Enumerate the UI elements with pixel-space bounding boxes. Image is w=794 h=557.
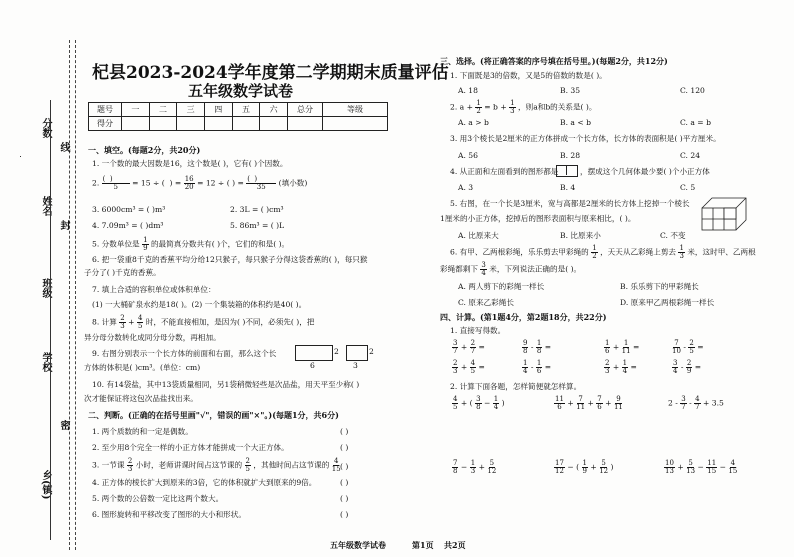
- q5-text-b: 的最简真分数共有( )个，它们的和是( )。: [150, 239, 290, 249]
- q2-hint: (填小数): [278, 178, 308, 188]
- calc-1-frac-c: $\frac{1}{4}$: [493, 395, 499, 411]
- judge-item-3: [92, 458, 341, 473]
- direct-calc-item: $\frac{2}{3}$ + $\frac{4}{5}$ =: [453, 359, 485, 375]
- side-class-label: 班级: [40, 278, 51, 298]
- part3-q6-opt-a[interactable]: A. 两人剪下的彩绳一样长: [458, 282, 545, 291]
- part3-q4-shape: [556, 165, 578, 177]
- part3-q2-opt-b[interactable]: B. a < b: [560, 118, 591, 127]
- part1-q7a: (1) 一大桶矿泉水约是18( )。(2) 一个集装箱的体积约是40( )。: [92, 300, 307, 309]
- direct-calc-frac: $\frac{2}{3}$: [453, 359, 458, 375]
- part3-q1-opt-a[interactable]: A. 18: [458, 86, 478, 95]
- part3-q1-opt-b[interactable]: B. 35: [560, 86, 581, 95]
- part1-q10a: 10. 有14袋盐，其中13袋质量相同，另1袋稍微轻些是次品盐，用天平至少称( ): [92, 380, 360, 389]
- direct-calc-frac: $\frac{3}{4}$: [673, 359, 678, 375]
- q2-eq-1: = 15 ÷: [132, 178, 160, 188]
- judge-3-text-a: 3. 一节课: [92, 460, 125, 470]
- side-township-label: 乡(镇): [40, 470, 51, 500]
- p3q6-frac-3: $\frac{3}{4}$: [481, 261, 486, 277]
- score-header-cell: 等级: [323, 103, 388, 117]
- q8-frac-2: $\frac{4}{5}$: [137, 314, 143, 330]
- score-cell[interactable]: [177, 117, 205, 131]
- score-cell[interactable]: [287, 117, 322, 131]
- part1-q5: [92, 237, 289, 252]
- judge-3-text-b: 小时，老师讲课时间占这节课的: [135, 460, 243, 470]
- direct-calc-frac: $\frac{9}{8}$: [523, 339, 528, 355]
- judge-item-5: 5. 两个数的公倍数一定比这两个数大。: [92, 494, 224, 503]
- score-header-cell: 总分: [287, 103, 322, 117]
- footer-total: 共2页: [444, 540, 466, 550]
- footer-title: 五年级数学试卷: [330, 540, 386, 550]
- part3-q6-line2: [440, 262, 581, 277]
- part3-q6-opt-d[interactable]: D. 原来甲乙两根彩绳一样长: [620, 298, 715, 307]
- score-header-cell: 一: [121, 103, 149, 117]
- judge-item-1: 1. 两个质数的和一定是偶数。: [92, 427, 193, 436]
- part3-q3-opt-a[interactable]: A. 56: [458, 151, 478, 160]
- exam-subtitle: 五年级数学试卷: [188, 82, 294, 100]
- part1-heading: 一、填空。(每题2分，共20分): [88, 145, 201, 155]
- score-header-cell: 题号: [89, 103, 122, 117]
- exam-title: 杞县2023-2024学年度第二学期期末质量评估: [92, 63, 449, 83]
- p3q6-frac-1: $\frac{1}{2}$: [592, 244, 597, 260]
- side-school-label: 学校: [40, 352, 51, 372]
- footer-page: 第1页: [412, 540, 434, 550]
- q2-eq-2: =: [174, 178, 182, 188]
- direct-calc-item: $\frac{3}{7}$ + $\frac{2}{7}$ =: [453, 339, 485, 355]
- part3-q2-opt-c[interactable]: C. a = b: [680, 118, 711, 127]
- judge-3-frac-3: $\frac{4}{15}$: [331, 457, 341, 473]
- direct-calc-frac: $\frac{1}{4}$: [622, 359, 628, 375]
- calc-3-frac-a: $\frac{3}{7}$: [681, 395, 686, 411]
- part4-heading: 四、计算。(第1题4分，第2题18分，共22分): [440, 312, 607, 322]
- part3-q5b: 1厘米的小正方体，挖掉后的图形表面积与原来相比，( )。: [440, 214, 636, 223]
- score-header-cell: 二: [149, 103, 177, 117]
- q2-eq-3: = 12 ÷ ( ) =: [197, 178, 244, 188]
- judge-3-text-c: ，其他时间占这节课的: [253, 460, 330, 470]
- q2-label: 2.: [92, 178, 100, 188]
- part4-sub1: 1. 直接写得数。: [450, 326, 506, 335]
- score-cell[interactable]: [204, 117, 232, 131]
- part3-q4-opt-c[interactable]: C. 5: [680, 183, 696, 192]
- q8-text-a: 8. 计算: [92, 317, 117, 327]
- side-score-label: 分数: [40, 118, 51, 138]
- part1-q1: 1. 一个数的最大因数是16，这个数是( )，它有( )个因数。: [92, 159, 288, 168]
- direct-calc-frac: $\frac{1}{8}$: [536, 339, 542, 355]
- q9-dim-front-h: 2: [334, 347, 339, 356]
- calc-2-frac-c: $\frac{7}{6}$: [597, 395, 602, 411]
- part1-q6a: 6. 把一袋重8千克的香蕉平均分给12只猴子，每只猴子分得这袋香蕉的( )，每只猴: [92, 255, 368, 264]
- binding-line-2: [75, 40, 76, 550]
- judge-paren-3[interactable]: ( ): [340, 462, 349, 471]
- direct-calc-frac: $\frac{4}{5}$: [470, 359, 476, 375]
- part3-q3: 3. 用3个棱长是2厘米的正方体拼成一个长方体，长方体的表面积是( )平方厘米。: [450, 134, 721, 143]
- part3-q2: [450, 100, 597, 115]
- part3-heading: 三、选择。(将正确答案的序号填在括号里。)(每题2分，共12分): [440, 56, 668, 66]
- part1-q8c: 异分母分数转化成同分母分数，再相加。: [84, 333, 221, 342]
- part3-q4-opt-a[interactable]: A. 3: [458, 183, 474, 192]
- direct-calc-item: $\frac{9}{8}$ - $\frac{1}{8}$ =: [523, 339, 552, 355]
- part1-q4a: 4. 7.09m³ = ( )dm³: [92, 221, 164, 230]
- part3-q4-shape-divider: [566, 165, 567, 175]
- part3-q4a: 4. 从正面和左面看到的图形都是: [450, 167, 559, 176]
- judge-paren-6[interactable]: ( ): [340, 510, 349, 519]
- direct-calc-item: $\frac{1}{4}$ - $\frac{1}{6}$ =: [523, 359, 552, 375]
- judge-3-frac-1: $\frac{2}{3}$: [127, 457, 133, 473]
- score-table: [88, 102, 388, 131]
- q9-dim-front-w: 6: [310, 361, 315, 370]
- judge-3-frac-2: $\frac{2}{5}$: [245, 457, 250, 473]
- judge-item-6: 6. 图形旋转和平移改变了图形的大小和形状。: [92, 510, 246, 519]
- score-header-cell: 三: [177, 103, 205, 117]
- part3-q5a: 5. 右图，在一个长是3厘米，宽与高都是2厘米的长方体上挖掉一个棱长: [450, 199, 690, 208]
- score-cell[interactable]: [260, 117, 288, 131]
- part1-q2: 2. $\frac{( )}{5}$ = 15 ÷ ( ) = $\frac{16}{20}$ = 12 ÷ ( ) = $\frac{( )}{35}$ (填小数): [92, 175, 308, 191]
- judge-item-2: 2. 至少用8个完全一样的小正方体才能拼成一个大正方体。: [92, 443, 289, 452]
- part4-sub2: 2. 计算下面各题，怎样简便就怎样算。: [450, 382, 582, 391]
- calc-4: $\frac{7}{8}$ − $\frac{1}{3}$ + $\frac{5}{12}$: [453, 459, 497, 475]
- score-table-score-row: [89, 117, 388, 131]
- side-score-line: [20, 156, 21, 157]
- q8-frac-1: $\frac{2}{3}$: [120, 314, 125, 330]
- direct-calc-frac: $\frac{1}{4}$: [523, 359, 528, 375]
- p3q2-text-a: 2. a +: [450, 102, 473, 112]
- binding-line-1: [69, 40, 70, 550]
- p3q6-text-e: 米，下列说法正确的是( )。: [489, 264, 582, 274]
- q9-dim-right-h: 2: [369, 347, 374, 356]
- part1-q4b: 5. 86m³ = ( )L: [230, 221, 285, 230]
- side-secret-mark: 密: [58, 420, 69, 430]
- part1-q8: 8. 计算 $\frac{2}{3}$ + $\frac{4}{5}$ 时，不能直接相加，是因为( )不同，必须先( )，把: [92, 314, 315, 330]
- part1-q3a: 3. 6000cm³ = ( )m³: [92, 205, 166, 214]
- direct-calc-frac: $\frac{2}{5}$: [689, 339, 694, 355]
- p3q6-text-d: 彩绳都剩下: [440, 264, 478, 274]
- calc-3: 2 - $\frac{3}{7}$ - $\frac{4}{7}$ + 3.5: [668, 395, 724, 411]
- part3-q3-opt-c[interactable]: C. 24: [680, 151, 701, 160]
- calc-1-frac-a: $\frac{4}{5}$: [453, 395, 458, 411]
- p3q2-text-b: = b +: [484, 102, 507, 112]
- p3q2-frac-2: $\frac{1}{3}$: [510, 99, 515, 115]
- score-table-header-row: [89, 103, 388, 117]
- part3-q5-opt-a[interactable]: A. 比原来大: [458, 231, 499, 240]
- part1-q9b: 方体的体积是( )cm³。(单位：cm): [84, 363, 201, 372]
- q9-dim-right-w: 3: [353, 361, 358, 370]
- q8-text-b: 时，不能直接相加，是因为( )不同，必须先( )，把: [145, 317, 315, 327]
- q5-frac: $\frac{1}{9}$: [143, 236, 148, 252]
- q9-front-face: [295, 345, 333, 361]
- q2-frac-1: $\frac{( )}{5}$: [102, 176, 130, 191]
- judge-paren-5[interactable]: ( ): [340, 494, 349, 503]
- part3-q6: [450, 245, 756, 260]
- judge-paren-4[interactable]: ( ): [340, 478, 349, 487]
- p3q6-text-a: 6. 有甲、乙两根彩绳，乐乐剪去甲彩绳的: [450, 247, 589, 257]
- calc-1: $\frac{4}{5}$ + ( $\frac{3}{8}$ − $\frac{1}{4}$ ): [453, 395, 505, 411]
- direct-calc-item: $\frac{7}{10}$ - $\frac{2}{5}$ =: [672, 339, 704, 355]
- part3-q5-cuboid-figure: [700, 196, 748, 232]
- calc-2-frac-d: $\frac{9}{11}$: [613, 395, 623, 411]
- calc-2-frac-b: $\frac{7}{11}$: [576, 395, 586, 411]
- score-row-label: 得分: [89, 117, 122, 131]
- score-header-cell: 五: [232, 103, 260, 117]
- part3-q1-opt-c[interactable]: C. 120: [680, 86, 705, 95]
- calc-3-frac-b: $\frac{4}{7}$: [695, 395, 700, 411]
- part1-q9a: 9. 右图分别表示一个长方体的前面和右面，那么这个长: [92, 349, 277, 358]
- q9-right-face: [346, 345, 368, 361]
- part1-q10b: 次才能保证将这包次品盐找出来。: [84, 394, 198, 403]
- part1-q6b: 子分了( )千克的香蕉。: [84, 268, 161, 277]
- calc-2-frac-a: $\frac{11}{6}$: [555, 395, 564, 411]
- part3-q2-opt-a[interactable]: A. a > b: [458, 118, 489, 127]
- part3-q5-opt-b[interactable]: B. 比原来小: [560, 231, 601, 240]
- score-cell[interactable]: [149, 117, 177, 131]
- side-rule: [50, 100, 51, 540]
- q5-text-a: 5. 分数单位是: [92, 239, 140, 249]
- direct-calc-frac: $\frac{1}{6}$: [536, 359, 542, 375]
- side-seal-mark: 封: [58, 220, 69, 230]
- part3-q4b: ，摆成这个几何体最少要( )个小正方体: [580, 167, 710, 176]
- p3q2-frac-1: $\frac{1}{2}$: [476, 99, 481, 115]
- direct-calc-frac: $\frac{2}{7}$: [470, 339, 476, 355]
- score-header-cell: 六: [260, 103, 288, 117]
- calc-6: $\frac{10}{13}$ + $\frac{5}{13}$ − $\frac{11}{15}$ − $\frac{4}{15}$: [665, 459, 738, 475]
- judge-paren-1[interactable]: ( ): [340, 427, 349, 436]
- part2-heading: 二、判断。(正确的在括号里画"√"，错误的画"×"。)(每题1分，共6分): [88, 410, 339, 420]
- p3q2-text-c: ，则a和b的关系是( )。: [518, 102, 597, 112]
- direct-calc-frac: $\frac{1}{6}$: [605, 339, 610, 355]
- direct-calc-item: $\frac{1}{6}$ + $\frac{1}{11}$ =: [605, 339, 640, 355]
- side-name-label: 姓名: [40, 196, 51, 216]
- direct-calc-frac: $\frac{3}{7}$: [453, 339, 458, 355]
- part3-q5-opt-c[interactable]: C. 不变: [660, 231, 686, 240]
- q2-frac-2: $\frac{16}{20}$: [184, 175, 194, 191]
- direct-calc-frac: $\frac{1}{11}$: [621, 339, 631, 355]
- direct-calc-frac: $\frac{2}{3}$: [605, 359, 610, 375]
- part3-q6-opt-b[interactable]: B. 乐乐剪下的甲彩绳长: [620, 282, 699, 291]
- direct-calc-frac: $\frac{2}{9}$: [686, 359, 692, 375]
- judge-paren-2[interactable]: ( ): [340, 443, 349, 452]
- direct-calc-item: $\frac{3}{4}$ - $\frac{2}{9}$ =: [673, 359, 702, 375]
- q2-frac-3: $\frac{( )}{35}$: [246, 176, 276, 191]
- part1-q7: 7. 填上合适的容积单位或体积单位：: [92, 285, 216, 294]
- part3-q4-opt-b[interactable]: B. 4: [560, 183, 576, 192]
- score-cell[interactable]: [121, 117, 149, 131]
- part1-q3b: 2. 3L = ( )cm³: [230, 205, 284, 214]
- score-header-cell: 四: [204, 103, 232, 117]
- calc-2: $\frac{11}{6}$ + $\frac{7}{11}$ + $\frac{7}{6}$ + $\frac{9}{11}$: [555, 395, 623, 411]
- direct-calc-item: $\frac{2}{3}$ + $\frac{1}{4}$ =: [605, 359, 637, 375]
- calc-5: $\frac{17}{12}$ − ( $\frac{1}{9}$ + $\frac{5}{12}$ ): [555, 459, 614, 475]
- side-line-mark: 线: [58, 142, 69, 152]
- score-cell[interactable]: [323, 117, 388, 131]
- judge-item-4: 4. 正方体的棱长扩大到原来的3倍，它的体积就扩大到原来的9倍。: [92, 478, 317, 487]
- part3-q6-opt-c[interactable]: C. 原来乙彩绳长: [458, 298, 514, 307]
- p3q6-text-c: 米，这时甲、乙两根: [687, 247, 756, 257]
- part3-q3-opt-b[interactable]: B. 28: [560, 151, 581, 160]
- score-cell[interactable]: [232, 117, 260, 131]
- p3q6-text-b: ，天天从乙彩绳上剪去: [600, 247, 677, 257]
- part3-q1: 1. 下面既是3的倍数，又是5的倍数的数是( )。: [450, 71, 607, 80]
- p3q6-frac-2: $\frac{1}{3}$: [679, 244, 684, 260]
- direct-calc-frac: $\frac{7}{10}$: [672, 339, 681, 355]
- calc-1-frac-b: $\frac{3}{8}$: [476, 395, 481, 411]
